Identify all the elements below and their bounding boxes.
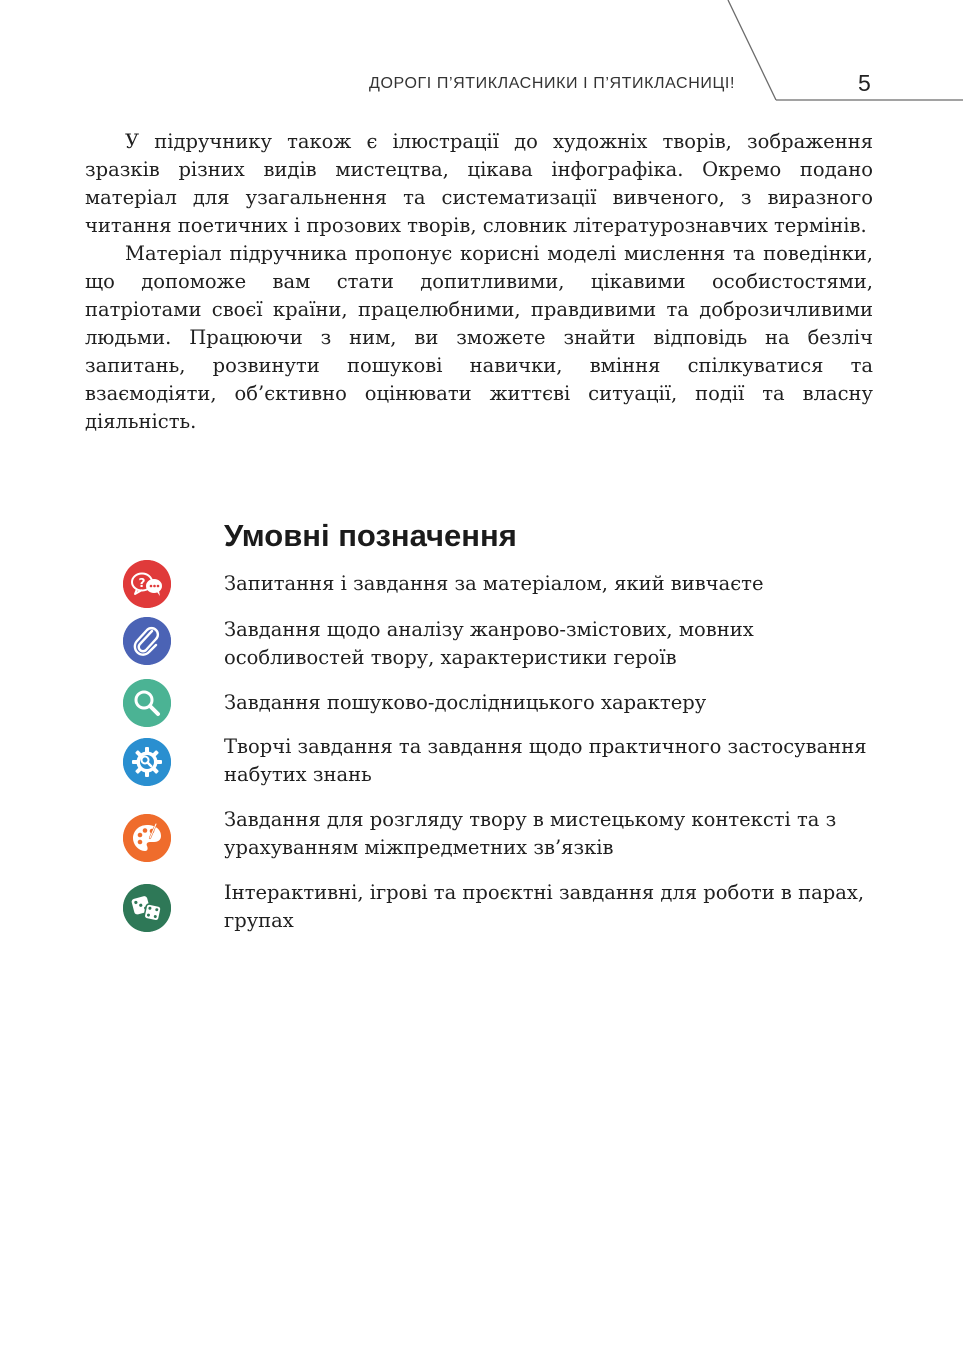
legend-item-text: Завдання пошуково-дослідницького характеру — [224, 691, 707, 714]
page-number: 5 — [858, 70, 871, 96]
paperclip-icon — [123, 617, 171, 665]
magnifier-icon — [123, 679, 171, 727]
legend-item-text: Завдання для розгляду твору в мистецькому контексті та з урахуванням міжпредметних зв’язків — [224, 808, 837, 859]
legend-title: Умовні позначення — [224, 518, 517, 553]
gear-wrench-icon — [123, 738, 171, 786]
header-decoration-lines — [0, 0, 963, 110]
legend-item-text: Завдання щодо аналізу жанрово-змістових, мовних особливостей твору, характеристики героїв — [224, 618, 754, 669]
legend-item-text: Інтерактивні, ігрові та проєктні завдання для роботи в парах, групах — [224, 881, 865, 932]
question-speech-icon — [123, 560, 171, 608]
paragraph-2: Матеріал підручника пропонує корисні моделі мислення та поведінки, що допоможе вам стати допитливими, цікавими особистостями, патріотами своєї країни, працелюбними, правдивими та доброзичливими людьми. Працюючи з ним, ви зможете знайти відповідь на безліч запитань, розвинути пошукові навички, вміння спілкуватися та взаємодіяти, об’єктивно оцінювати життєві ситуації, події та власну діяльність. — [85, 242, 873, 433]
running-head: ДОРОГІ П’ЯТИКЛАСНИКИ І П’ЯТИКЛАСНИЦІ! — [369, 75, 735, 92]
legend-item-text: Творчі завдання та завдання щодо практичного застосування набутих знань — [224, 735, 867, 786]
legend-item-text: Запитання і завдання за матеріалом, який вивчаєте — [224, 572, 764, 595]
palette-icon — [123, 814, 171, 862]
svg-text:?: ? — [138, 576, 146, 590]
dice-icon — [123, 884, 171, 932]
paragraph-1: У підручнику також є ілюстрації до художніх творів, зображення зразків різних видів мистецтва, цікава інфографіка. Окремо подано матеріал для узагальнення та систематизації вивченого, з виразного читання поетичних і прозових творів, словник літературознавчих термінів. — [85, 130, 873, 237]
intro-text — [85, 128, 873, 436]
